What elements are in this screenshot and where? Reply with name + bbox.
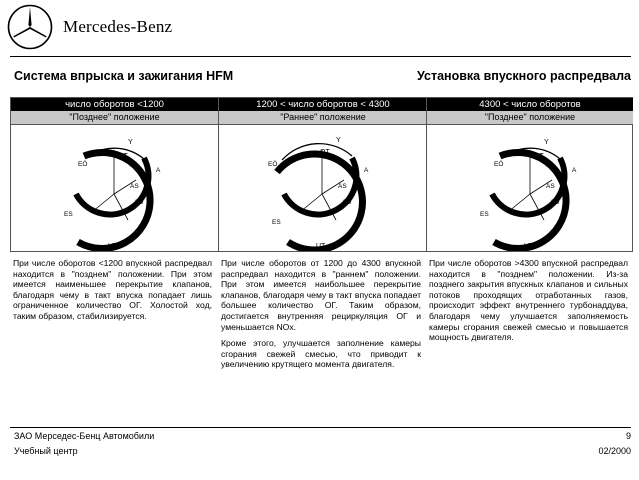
label-as: AS xyxy=(130,183,139,190)
timing-grid xyxy=(10,97,633,252)
label-ot: OT xyxy=(320,149,330,156)
position-caption: "Раннее" положение xyxy=(219,111,427,125)
description-high-rpm xyxy=(429,258,628,349)
label-ut: UT xyxy=(316,243,326,250)
label-a: A xyxy=(156,167,161,174)
valve-timing-diagram xyxy=(11,126,218,251)
label-eo: EÖ xyxy=(268,161,278,168)
label-as: AS xyxy=(546,183,555,190)
paragraph: При числе оборотов от 1200 до 4300 впускной распредвал находится в "раннем" положении. При этом имеется наибольшее перекрытие клапанов, благодаря чему в такт впуска попадает большее количество ОГ. Таким образом, достигается внутренняя рециркуляция ОГ и уменьшается NOx. xyxy=(221,258,421,332)
label-es: ES xyxy=(480,211,489,218)
footer-date: 02/2000 xyxy=(598,446,631,456)
footer-divider xyxy=(10,427,631,428)
rpm-caption: 4300 < число оборотов xyxy=(427,98,633,111)
page-number: 9 xyxy=(625,431,631,441)
label-es: ES xyxy=(64,211,73,218)
page-title: Система впрыска и зажигания HFM xyxy=(14,69,234,83)
label-y: Y xyxy=(336,137,341,144)
footer-department: Учебный центр xyxy=(14,446,78,456)
position-caption: "Позднее" положение xyxy=(427,111,633,125)
valve-timing-diagram xyxy=(219,126,427,251)
footer-company: ЗАО Мерседес-Бенц Автомобили xyxy=(14,431,155,441)
page-header xyxy=(0,0,639,56)
label-ot: OT xyxy=(118,153,128,160)
column-low-rpm xyxy=(11,98,218,251)
rpm-caption: число оборотов <1200 xyxy=(11,98,218,111)
valve-timing-diagram xyxy=(427,126,633,251)
label-a: A xyxy=(572,167,577,174)
column-mid-rpm xyxy=(218,98,427,251)
rpm-caption: 1200 < число оборотов < 4300 xyxy=(219,98,427,111)
position-caption: "Позднее" положение xyxy=(11,111,218,125)
mercedes-star-logo-icon xyxy=(6,3,54,51)
label-ao: AÖ xyxy=(342,199,352,206)
label-ot: OT xyxy=(534,153,544,160)
section-title: Установка впускного распредвала xyxy=(417,69,631,83)
header-divider xyxy=(10,56,631,57)
label-ut: UT xyxy=(108,243,118,250)
label-as: AS xyxy=(338,183,347,190)
label-ao: AÖ xyxy=(134,199,144,206)
label-ao: AÖ xyxy=(550,199,560,206)
label-es: ES xyxy=(272,219,281,226)
paragraph: При числе оборотов <1200 впускной распредвал находится в "позднем" положении. При этом имеется наименьшее перекрытие клапанов, благодаря чему в такт впуска попадает лишь ограниченное количество ОГ. Холостой ход, таким образом, стабилизируется. xyxy=(13,258,212,321)
description-mid-rpm xyxy=(221,258,421,376)
description-low-rpm xyxy=(13,258,212,328)
paragraph: При числе оборотов >4300 впускной распредвал находится в "позднем" положении. Из-за позднего закрытия впускных клапанов и сильных потоков проходящих отработанных газов, происходит эффект внутреннего турбонаддува, благодаря чему улучшается заполняемость камеры сгорания свежей смесью и повышается мощность двигателя. xyxy=(429,258,628,343)
label-eo: EÖ xyxy=(494,161,504,168)
label-a: A xyxy=(364,167,369,174)
label-y: Y xyxy=(544,139,549,146)
label-eo: EÖ xyxy=(78,161,88,168)
label-y: Y xyxy=(128,139,133,146)
column-high-rpm xyxy=(426,98,633,251)
paragraph: Кроме этого, улучшается заполнение камеры сгорания свежей смесью, что приводит к увеличению крутящего момента двигателя. xyxy=(221,338,421,370)
brand-name: Mercedes-Benz xyxy=(63,17,173,36)
label-ut: UT xyxy=(524,243,534,250)
